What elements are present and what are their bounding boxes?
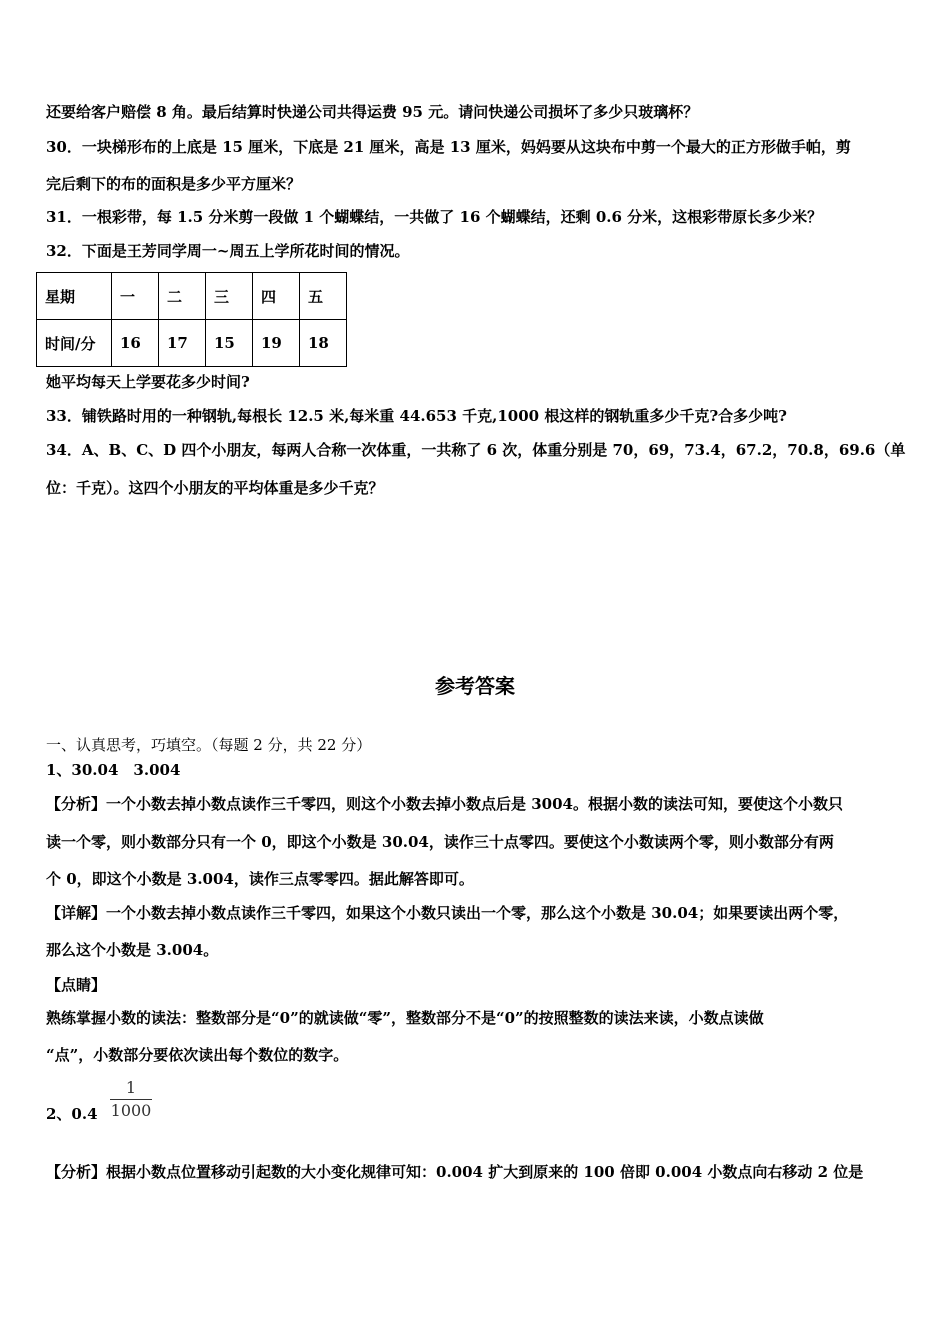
q34-line1: 34．A、B、C、D 四个小朋友，每两人合称一次体重，一共称了 6 次，体重分别是 70，69，73.4，67.2，70.8，69.6（单 bbox=[46, 441, 906, 459]
point-label: 【点睛】 bbox=[46, 976, 107, 994]
q29-tail: 还要给客户赔偿 8 角。最后结算时快递公司共得运费 95 元。请问快递公司损坏了多少只玻璃杯？ bbox=[46, 103, 699, 121]
answer-1: 1、30.04 3.004 bbox=[46, 761, 181, 779]
analysis-1-line2: 读一个零，则小数部分只有一个 0，即这个小数是 30.04，读作三十点零四。要使这个小数读两个零，则小数部分有两 bbox=[46, 833, 834, 851]
fraction-denominator: 1000 bbox=[110, 1101, 152, 1120]
analysis-1-line1: 【分析】一个小数去掉小数点读作三千零四，则这个小数去掉小数点后是 3004。根据小数的读法可知，要使这个小数只 bbox=[46, 795, 843, 813]
table-header-cell: 二 bbox=[159, 273, 206, 320]
table-cell: 15 bbox=[206, 320, 253, 367]
point-line1: 熟练掌握小数的读法：整数部分是“0”的就读做“零”，整数部分不是“0”的按照整数的读法来读，小数点读做 bbox=[46, 1009, 764, 1027]
q30-line1: 30．一块梯形布的上底是 15 厘米，下底是 21 厘米，高是 13 厘米，妈妈要从这块布中剪一个最大的正方形做手帕，剪 bbox=[46, 138, 851, 156]
table-cell: 16 bbox=[112, 320, 159, 367]
detail-1-line2: 那么这个小数是 3.004。 bbox=[46, 941, 219, 959]
q32-question: 她平均每天上学要花多少时间? bbox=[46, 373, 250, 391]
q31: 31．一根彩带，每 1.5 分米剪一段做 1 个蝴蝶结，一共做了 16 个蝴蝶结，还剩 0.6 分米，这根彩带原长多少米？ bbox=[46, 208, 823, 226]
table-row-label: 时间/分 bbox=[37, 320, 112, 367]
q34-line2: 位：千克）。这四个小朋友的平均体重是多少千克？ bbox=[46, 479, 384, 497]
table-header-cell: 三 bbox=[206, 273, 253, 320]
fraction-numerator: 1 bbox=[125, 1078, 137, 1097]
table-cell: 18 bbox=[300, 320, 347, 367]
fraction-bar bbox=[110, 1099, 152, 1100]
table-header-cell: 四 bbox=[253, 273, 300, 320]
q30-line2: 完后剩下的布的面积是多少平方厘米？ bbox=[46, 175, 302, 193]
schedule-table bbox=[36, 272, 347, 367]
table-header-cell: 一 bbox=[112, 273, 159, 320]
point-line2: “点”，小数部分要依次读出每个数位的数字。 bbox=[46, 1046, 349, 1064]
q32: 32．下面是王芳同学周一~周五上学所花时间的情况。 bbox=[46, 242, 410, 260]
answer-2-fraction bbox=[110, 1078, 152, 1121]
table-cell: 19 bbox=[253, 320, 300, 367]
table-header-cell: 星期 bbox=[37, 273, 112, 320]
q33: 33．铺铁路时用的一种钢轨,每根长 12.5 米,每米重 44.653 千克,1000 根这样的钢轨重多少千克?合多少吨? bbox=[46, 407, 787, 425]
table-cell: 17 bbox=[159, 320, 206, 367]
analysis-2-line1: 【分析】根据小数点位置移动引起数的大小变化规律可知：0.004 扩大到原来的 100 倍即 0.004 小数点向右移动 2 位是 bbox=[46, 1163, 864, 1181]
analysis-1-line3: 个 0，即这个小数是 3.004，读作三点零零四。据此解答即可。 bbox=[46, 870, 474, 888]
answers-title: 参考答案 bbox=[435, 674, 515, 698]
section-heading: 一、认真思考，巧填空。（每题 2 分，共 22 分） bbox=[46, 736, 372, 754]
table-row bbox=[37, 273, 347, 320]
table-row bbox=[37, 320, 347, 367]
detail-1-line1: 【详解】一个小数去掉小数点读作三千零四，如果这个小数只读出一个零，那么这个小数是 30.04；如果要读出两个零， bbox=[46, 904, 849, 922]
table-header-cell: 五 bbox=[300, 273, 347, 320]
answer-2: 2、0.4 bbox=[46, 1105, 98, 1123]
